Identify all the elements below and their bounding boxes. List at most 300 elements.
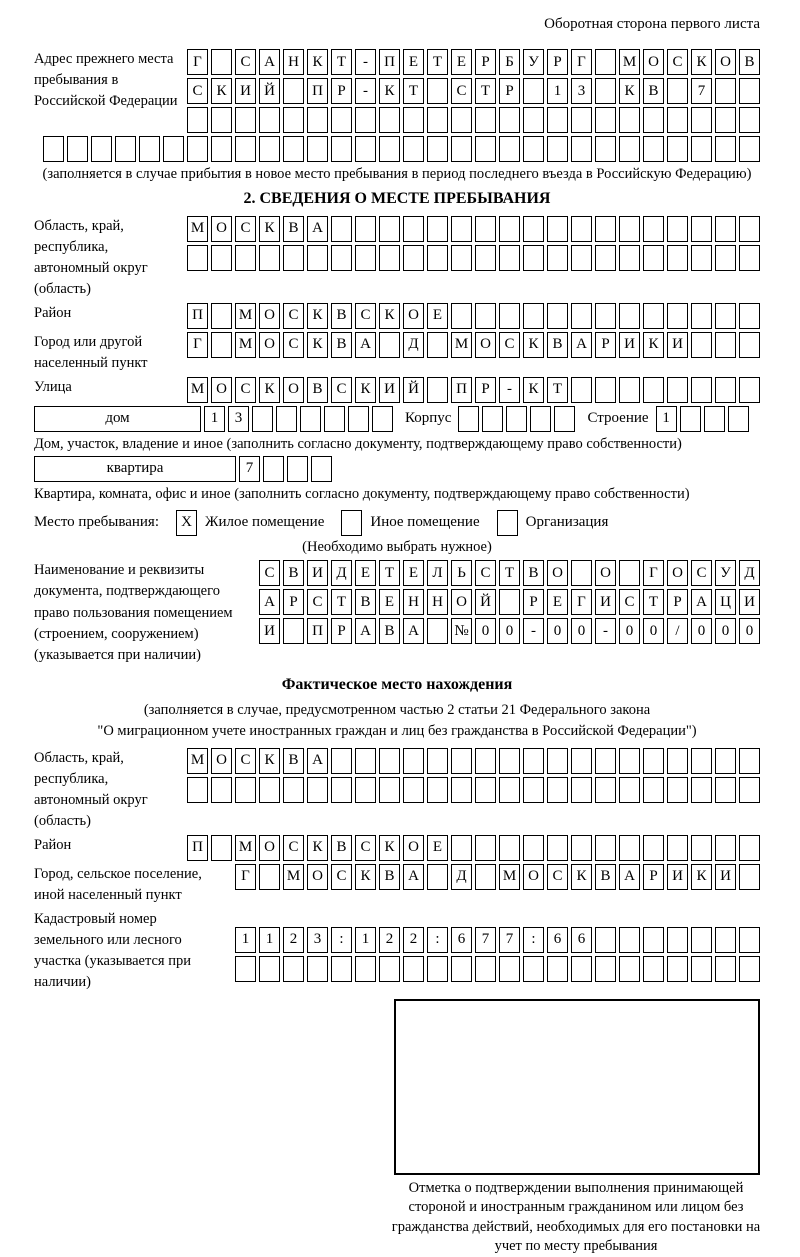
char-cell: -: [523, 618, 544, 644]
fact-region-row-2: [184, 777, 760, 803]
char-cell: Й: [475, 589, 496, 615]
char-cell: [667, 835, 688, 861]
char-cell: [739, 835, 760, 861]
char-cell: [523, 136, 544, 162]
char-cell: [427, 136, 448, 162]
char-cell: [331, 777, 352, 803]
char-cell: [211, 332, 232, 358]
char-cell: С: [451, 78, 472, 104]
char-cell: [499, 136, 520, 162]
char-cell: М: [235, 332, 256, 358]
char-cell: [211, 245, 232, 271]
char-cell: [475, 777, 496, 803]
char-cell: Р: [595, 332, 616, 358]
char-cell: К: [691, 864, 712, 890]
char-cell: [523, 777, 544, 803]
char-cell: С: [667, 49, 688, 75]
char-cell: [667, 216, 688, 242]
char-cell: [739, 748, 760, 774]
char-cell: И: [667, 332, 688, 358]
char-cell: 6: [451, 927, 472, 953]
char-cell: О: [211, 377, 232, 403]
char-cell: С: [355, 835, 376, 861]
char-cell: [571, 303, 592, 329]
document-row-3: [256, 618, 760, 644]
char-cell: 0: [691, 618, 712, 644]
char-cell: [643, 927, 664, 953]
char-cell: X: [176, 510, 197, 536]
char-cell: [427, 245, 448, 271]
char-cell: 1: [547, 78, 568, 104]
char-cell: И: [739, 589, 760, 615]
char-cell: Д: [739, 560, 760, 586]
char-cell: [667, 377, 688, 403]
char-cell: О: [595, 560, 616, 586]
residential-label: Жилое помещение: [205, 514, 325, 531]
char-cell: [595, 216, 616, 242]
char-cell: [307, 777, 328, 803]
prev-address-label: Адрес прежнего места пребывания в Российской Федерации: [34, 51, 178, 110]
char-cell: К: [619, 78, 640, 104]
char-cell: И: [619, 332, 640, 358]
char-cell: [451, 303, 472, 329]
char-cell: [427, 216, 448, 242]
char-cell: С: [499, 332, 520, 358]
char-cell: [355, 136, 376, 162]
char-cell: К: [571, 864, 592, 890]
char-cell: А: [307, 748, 328, 774]
char-cell: М: [187, 377, 208, 403]
char-cell: [523, 835, 544, 861]
char-cell: [311, 456, 332, 482]
char-cell: [571, 107, 592, 133]
char-cell: [499, 956, 520, 982]
char-cell: [300, 406, 321, 432]
char-cell: [715, 377, 736, 403]
char-cell: [331, 216, 352, 242]
char-cell: В: [283, 748, 304, 774]
registration-mark-caption: Отметка о подтверждении выполнения принимающей стороной и иностранным гражданином или лицом без гражданства действий, необходимых для его постановки на учет по месту пребывания: [391, 1179, 761, 1255]
char-cell: М: [619, 49, 640, 75]
char-cell: [355, 748, 376, 774]
house-type-text: дом: [105, 410, 130, 427]
char-cell: [427, 618, 448, 644]
char-cell: [331, 136, 352, 162]
char-cell: К: [691, 49, 712, 75]
char-cell: [667, 777, 688, 803]
char-cell: Т: [331, 49, 352, 75]
char-cell: [427, 777, 448, 803]
char-cell: Г: [643, 560, 664, 586]
char-cell: [451, 245, 472, 271]
prev-address-rows: [184, 49, 760, 133]
char-cell: [523, 78, 544, 104]
char-cell: Т: [427, 49, 448, 75]
cadastral-row-2: [232, 956, 760, 982]
char-cell: [187, 107, 208, 133]
char-cell: [739, 377, 760, 403]
char-cell: [451, 956, 472, 982]
char-cell: Е: [427, 303, 448, 329]
char-cell: [739, 216, 760, 242]
char-cell: [475, 136, 496, 162]
char-cell: [691, 377, 712, 403]
char-cell: [283, 618, 304, 644]
char-cell: С: [283, 835, 304, 861]
char-cell: М: [187, 748, 208, 774]
checkbox-other-premises: [338, 510, 362, 536]
char-cell: 7: [499, 927, 520, 953]
char-cell: [427, 956, 448, 982]
house-number-boxes: [201, 406, 393, 432]
char-cell: П: [307, 618, 328, 644]
char-cell: Й: [403, 377, 424, 403]
char-cell: А: [691, 589, 712, 615]
char-cell: А: [571, 332, 592, 358]
char-cell: [187, 245, 208, 271]
char-cell: [259, 956, 280, 982]
char-cell: [283, 777, 304, 803]
char-cell: В: [379, 864, 400, 890]
char-cell: О: [211, 748, 232, 774]
char-cell: [595, 107, 616, 133]
prev-address-row-2: [184, 78, 760, 104]
char-cell: Р: [499, 78, 520, 104]
char-cell: С: [259, 560, 280, 586]
char-cell: Е: [547, 589, 568, 615]
city-label: Город или другой населенный пункт: [34, 333, 148, 371]
char-cell: [523, 303, 544, 329]
char-cell: Р: [475, 377, 496, 403]
char-cell: [91, 136, 112, 162]
char-cell: [643, 777, 664, 803]
char-cell: Д: [331, 560, 352, 586]
char-cell: [571, 748, 592, 774]
char-cell: [235, 956, 256, 982]
fact-city-label: Город, сельское поселение, иной населенный пункт: [34, 865, 202, 903]
char-cell: [691, 136, 712, 162]
actual-location-caption-1: (заполняется в случае, предусмотренном частью 2 статьи 21 Федерального закона: [143, 701, 651, 718]
char-cell: В: [283, 560, 304, 586]
char-cell: [211, 49, 232, 75]
char-cell: В: [595, 864, 616, 890]
char-cell: О: [403, 303, 424, 329]
char-cell: [331, 748, 352, 774]
char-cell: Н: [403, 589, 424, 615]
char-cell: [499, 303, 520, 329]
char-cell: [667, 245, 688, 271]
char-cell: В: [523, 560, 544, 586]
char-cell: [739, 777, 760, 803]
char-cell: С: [235, 216, 256, 242]
char-cell: [403, 216, 424, 242]
char-cell: [427, 864, 448, 890]
char-cell: [595, 748, 616, 774]
char-cell: О: [451, 589, 472, 615]
char-cell: [691, 332, 712, 358]
char-cell: [595, 956, 616, 982]
char-cell: [739, 136, 760, 162]
char-cell: [691, 835, 712, 861]
char-cell: [715, 927, 736, 953]
char-cell: [451, 107, 472, 133]
fact-region-row-1: [184, 748, 760, 774]
char-cell: [235, 245, 256, 271]
char-cell: [372, 406, 393, 432]
char-cell: Й: [259, 78, 280, 104]
korpus-label: Корпус: [405, 410, 452, 427]
char-cell: [403, 107, 424, 133]
char-cell: [619, 835, 640, 861]
char-cell: С: [331, 377, 352, 403]
char-cell: [283, 245, 304, 271]
char-cell: [680, 406, 701, 432]
char-cell: [619, 377, 640, 403]
char-cell: [379, 777, 400, 803]
char-cell: М: [451, 332, 472, 358]
char-cell: [739, 956, 760, 982]
char-cell: [403, 956, 424, 982]
char-cell: [499, 216, 520, 242]
district-row: [184, 303, 760, 329]
char-cell: И: [259, 618, 280, 644]
char-cell: [523, 107, 544, 133]
char-cell: К: [379, 835, 400, 861]
char-cell: П: [307, 78, 328, 104]
corner-note: Оборотная сторона первого листа: [544, 16, 760, 32]
section2-title: 2. СВЕДЕНИЯ О МЕСТЕ ПРЕБЫВАНИЯ: [243, 189, 551, 207]
char-cell: [691, 245, 712, 271]
char-cell: [619, 216, 640, 242]
prev-address-row-1: [184, 49, 760, 75]
char-cell: [691, 927, 712, 953]
char-cell: О: [283, 377, 304, 403]
char-cell: 0: [547, 618, 568, 644]
char-cell: [307, 956, 328, 982]
char-cell: С: [283, 303, 304, 329]
char-cell: [667, 107, 688, 133]
char-cell: 0: [571, 618, 592, 644]
char-cell: [739, 927, 760, 953]
char-cell: [283, 956, 304, 982]
char-cell: [595, 377, 616, 403]
char-cell: [499, 589, 520, 615]
char-cell: О: [259, 303, 280, 329]
char-cell: В: [331, 303, 352, 329]
char-cell: [451, 136, 472, 162]
char-cell: В: [331, 332, 352, 358]
char-cell: [667, 78, 688, 104]
char-cell: В: [547, 332, 568, 358]
char-cell: [475, 835, 496, 861]
char-cell: [715, 956, 736, 982]
char-cell: /: [667, 618, 688, 644]
char-cell: И: [379, 377, 400, 403]
fact-city-field: [34, 864, 760, 906]
char-cell: С: [547, 864, 568, 890]
korpus-boxes: [455, 406, 575, 432]
char-cell: П: [379, 49, 400, 75]
char-cell: К: [211, 78, 232, 104]
char-cell: [403, 245, 424, 271]
char-cell: К: [307, 49, 328, 75]
char-cell: [403, 748, 424, 774]
prev-address-row-4: [13, 136, 760, 162]
city-field: [34, 332, 760, 374]
char-cell: П: [187, 303, 208, 329]
cadastral-rows: [232, 927, 760, 982]
char-cell: [547, 107, 568, 133]
char-cell: В: [355, 589, 376, 615]
char-cell: [43, 136, 64, 162]
char-cell: [523, 216, 544, 242]
char-cell: [547, 777, 568, 803]
flat-caption: Квартира, комната, офис и иное (заполнить согласно документу, подтверждающему право собственности): [34, 485, 690, 502]
char-cell: [235, 777, 256, 803]
char-cell: [497, 510, 518, 536]
city-row: [184, 332, 760, 358]
char-cell: [379, 748, 400, 774]
char-cell: Т: [379, 560, 400, 586]
char-cell: [348, 406, 369, 432]
char-cell: [67, 136, 88, 162]
char-cell: [355, 245, 376, 271]
char-cell: №: [451, 618, 472, 644]
char-cell: О: [667, 560, 688, 586]
char-cell: К: [379, 303, 400, 329]
char-cell: 0: [499, 618, 520, 644]
char-cell: [499, 777, 520, 803]
char-cell: [287, 456, 308, 482]
char-cell: И: [715, 864, 736, 890]
char-cell: К: [259, 377, 280, 403]
prev-address-caption: (заполняется в случае прибытия в новое место пребывания в период последнего въезда в Российскую Федерацию): [42, 166, 752, 182]
char-cell: [283, 136, 304, 162]
char-cell: И: [595, 589, 616, 615]
char-cell: С: [475, 560, 496, 586]
char-cell: [715, 748, 736, 774]
char-cell: Б: [499, 49, 520, 75]
char-cell: [691, 107, 712, 133]
char-cell: [691, 748, 712, 774]
char-cell: [427, 332, 448, 358]
char-cell: О: [403, 835, 424, 861]
char-cell: [547, 835, 568, 861]
char-cell: [547, 748, 568, 774]
char-cell: [451, 748, 472, 774]
char-cell: 6: [547, 927, 568, 953]
char-cell: М: [499, 864, 520, 890]
char-cell: [355, 956, 376, 982]
char-cell: 7: [239, 456, 260, 482]
char-cell: В: [739, 49, 760, 75]
char-cell: А: [403, 864, 424, 890]
char-cell: [379, 245, 400, 271]
char-cell: [704, 406, 725, 432]
char-cell: С: [331, 864, 352, 890]
char-cell: [715, 303, 736, 329]
char-cell: [667, 748, 688, 774]
char-cell: С: [691, 560, 712, 586]
char-cell: Р: [283, 589, 304, 615]
char-cell: [619, 560, 640, 586]
char-cell: С: [283, 332, 304, 358]
house-type-field: [34, 406, 201, 432]
char-cell: [331, 956, 352, 982]
char-cell: [355, 216, 376, 242]
char-cell: [619, 136, 640, 162]
char-cell: О: [211, 216, 232, 242]
char-cell: [715, 835, 736, 861]
fact-district-field: [34, 835, 760, 861]
char-cell: [715, 216, 736, 242]
char-cell: П: [187, 835, 208, 861]
prev-address-row-3: [184, 107, 760, 133]
char-cell: [355, 777, 376, 803]
char-cell: 3: [228, 406, 249, 432]
char-cell: И: [307, 560, 328, 586]
char-cell: [554, 406, 575, 432]
char-cell: [523, 748, 544, 774]
char-cell: С: [235, 49, 256, 75]
region-field: [34, 216, 760, 300]
cadastral-field: [34, 909, 760, 993]
char-cell: [667, 927, 688, 953]
char-cell: Ь: [451, 560, 472, 586]
char-cell: [427, 107, 448, 133]
document-row-1: [256, 560, 760, 586]
char-cell: У: [523, 49, 544, 75]
char-cell: [739, 245, 760, 271]
char-cell: [139, 136, 160, 162]
char-cell: [451, 835, 472, 861]
char-cell: Т: [403, 78, 424, 104]
char-cell: [619, 927, 640, 953]
cadastral-row-1: [232, 927, 760, 953]
char-cell: [403, 777, 424, 803]
char-cell: К: [643, 332, 664, 358]
char-cell: [283, 78, 304, 104]
char-cell: 1: [355, 927, 376, 953]
char-cell: В: [331, 835, 352, 861]
char-cell: [475, 956, 496, 982]
char-cell: Е: [403, 560, 424, 586]
char-cell: Г: [187, 332, 208, 358]
char-cell: [259, 136, 280, 162]
region-rows: [184, 216, 760, 271]
char-cell: [187, 777, 208, 803]
other-premises-label: Иное помещение: [370, 514, 480, 531]
char-cell: К: [355, 864, 376, 890]
char-cell: [499, 107, 520, 133]
char-cell: 1: [656, 406, 677, 432]
char-cell: А: [259, 49, 280, 75]
char-cell: Г: [235, 864, 256, 890]
char-cell: [307, 136, 328, 162]
char-cell: [403, 136, 424, 162]
char-cell: 0: [619, 618, 640, 644]
char-cell: Е: [427, 835, 448, 861]
char-cell: [187, 136, 208, 162]
char-cell: Т: [547, 377, 568, 403]
char-cell: [307, 245, 328, 271]
char-cell: [715, 136, 736, 162]
char-cell: Т: [643, 589, 664, 615]
char-cell: Е: [451, 49, 472, 75]
fact-region-field: [34, 748, 760, 832]
char-cell: П: [451, 377, 472, 403]
char-cell: [715, 78, 736, 104]
